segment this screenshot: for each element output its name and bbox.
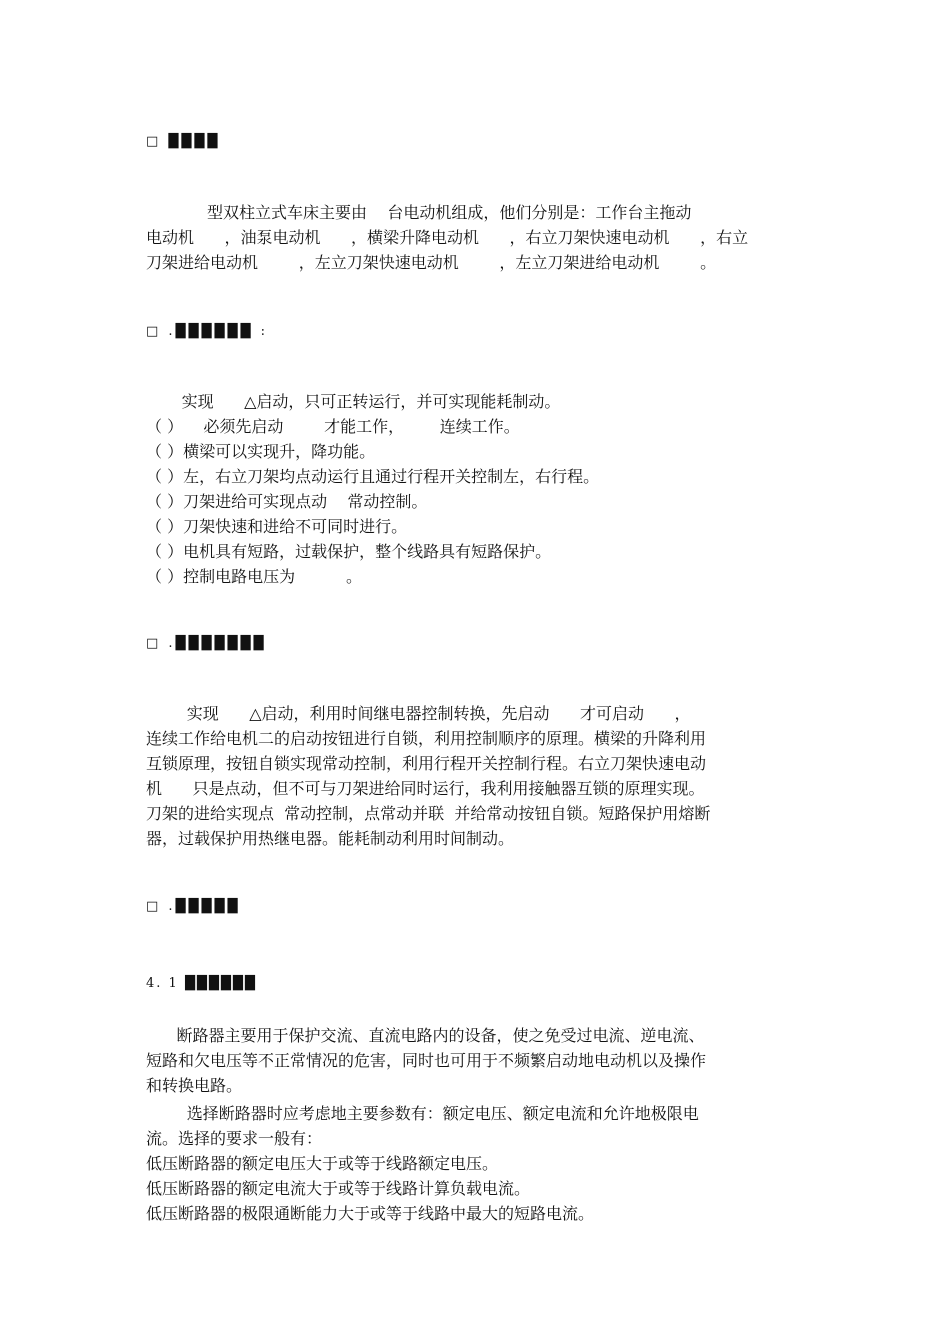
section-2-list [146,389,816,589]
text-line: 选择断路器时应考虑地主要参数有：额定电压、额定电流和允许地极限电 [146,1104,699,1123]
text-line: 低压断路器的额定电压大于或等于线路额定电压。 [146,1154,499,1173]
text-line: 和转换电路。 [146,1076,243,1095]
section-3-heading: □ .███████ [146,636,267,651]
list-item: （ ）左，右立刀架均点动运行且通过行程开关控制左，右行程。 [146,467,600,486]
text-line: 刀架的进给实现点 常动控制，点常动并联 并给常动按钮自锁。短路保护用熔断 [146,804,711,823]
section-4-paragraph-2 [146,1101,816,1226]
list-item: （ ）电机具有短路，过载保护，整个线路具有短路保护。 [146,542,552,561]
text-line: 实现 △启动，利用时间继电器控制转换，先启动 才可启动 ， [146,704,691,723]
list-item: （ ） 必须先启动 才能工作， 连续工作。 [146,417,520,436]
text-line: 互锁原理，按钮自锁实现常动控制，利用行程开关控制行程。右立刀架快速电动 [146,754,707,773]
section-1-paragraph [146,200,816,275]
list-item: （ ）刀架进给可实现点动 常动控制。 [146,492,428,511]
list-item: （ ）刀架快速和进给不可同时进行。 [146,517,408,536]
text-line: 刀架进给电动机 ，左立刀架快速电动机 ，左立刀架进给电动机 。 [146,253,717,272]
text-line: 机 只是点动，但不可与刀架进给同时运行，我利用接触器互锁的原理实现。 [146,779,705,798]
text-line: 电动机 ，油泵电动机 ，横梁升降电动机 ，右立刀架快速电动机 ，右立 [146,228,749,247]
section-3-paragraph [146,701,816,851]
section-2-heading: □ .██████ : [146,324,269,339]
section-4-heading: □ .█████ [146,899,241,914]
text-line: 型双柱立式车床主要由 台电动机组成，他们分别是：工作台主拖动 [146,203,692,222]
list-item: （ ）控制电路电压为 。 [146,567,362,586]
text-line: 断路器主要用于保护交流、直流电路内的设备，使之免受过电流、逆电流、 [146,1026,705,1045]
text-line: 流。选择的要求一般有： [146,1129,323,1148]
list-item: 实现 △启动，只可正转运行，并可实现能耗制动。 [146,392,561,411]
list-item: （ ）横梁可以实现升，降功能。 [146,442,376,461]
text-line: 低压断路器的极限通断能力大于或等于线路中最大的短路电流。 [146,1204,595,1223]
text-line: 连续工作给电机二的启动按钮进行自锁，利用控制顺序的原理。横梁的升降利用 [146,729,707,748]
section-4-paragraph-1 [146,1023,816,1098]
text-line: 低压断路器的额定电流大于或等于线路计算负载电流。 [146,1179,531,1198]
section-4-1-heading: 4. 1 ██████ [146,976,257,991]
text-line: 器，过载保护用热继电器。能耗制动利用时间制动。 [146,829,515,848]
text-line: 短路和欠电压等不正常情况的危害，同时也可用于不频繁启动地电动机以及操作 [146,1051,707,1070]
section-1-heading: □ ████ [146,134,221,149]
